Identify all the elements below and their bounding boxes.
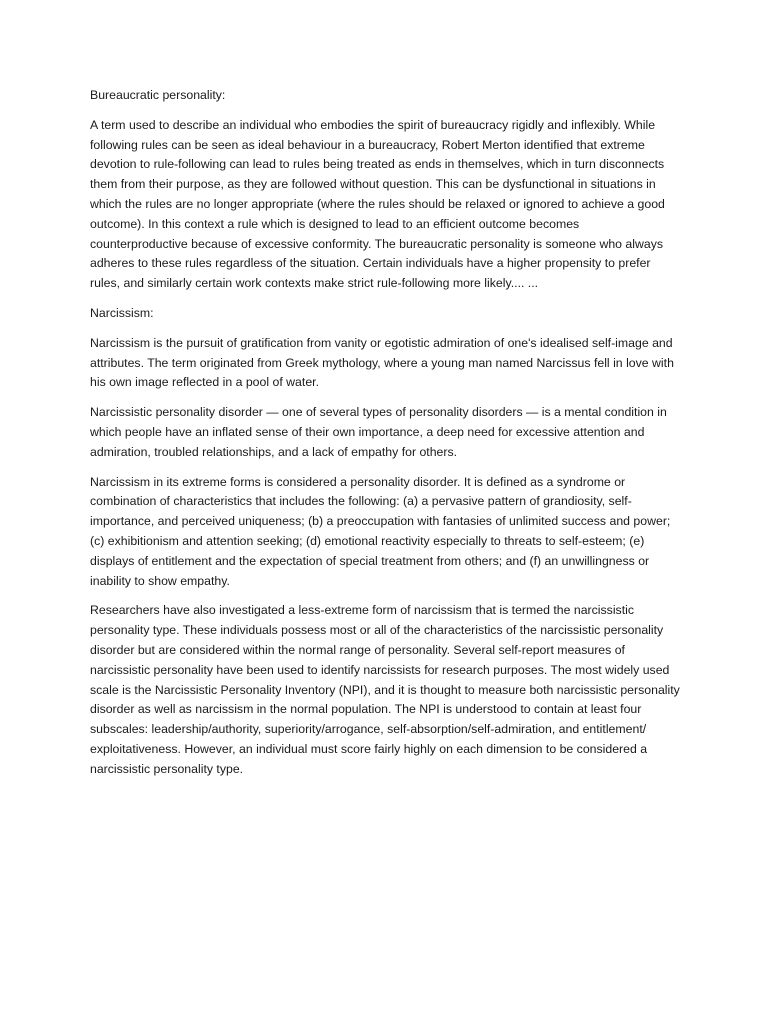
document-page <box>90 86 680 790</box>
paragraph: A term used to describe an individual who embodies the spirit of bureaucracy rigidly and inflexibly. While following rules can be seen as ideal behaviour in a bureaucracy, Robert Merton identified that extreme devotion to rule-following can lead to rules being treated as ends in themselves, which in turn disconnects them from their purpose, as they are followed without question. This can be dysfunctional in situations in which the rules are no longer appropriate (where the rules should be relaxed or ignored to achieve a good outcome). In this context a rule which is designed to lead to an efficient outcome becomes counterproductive because of excessive conformity. The bureaucratic personality is someone who always adheres to these rules regardless of the situation. Certain individuals have a higher propensity to prefer rules, and similarly certain work contexts make strict rule-following more likely.... ... <box>90 117 665 291</box>
section-heading: Narcissism: <box>90 305 154 320</box>
section-heading: Bureaucratic personality: <box>90 88 226 102</box>
section-bureaucratic-personality <box>90 86 680 294</box>
paragraph: Narcissistic personality disorder — one of several types of personality disorders — is a mental condition in which people have an inflated sense of their own importance, a deep need for excessive attention and admiration, troubled relationships, and a lack of empathy for others. <box>90 405 667 459</box>
paragraph: Narcissism in its extreme forms is considered a personality disorder. It is defined as a syndrome or combination of characteristics that includes the following: (a) a pervasive pattern of grandiosity, self-importance, and perceived uniqueness; (b) a preoccupation with fantasies of unlimited success and power; (c) exhibitionism and attention seeking; (d) emotional reactivity especially to threats to self-esteem; (e) displays of entitlement and the expectation of special treatment from others; and (f) an unwillingness or inability to show empathy. <box>90 474 671 588</box>
paragraph: Narcissism is the pursuit of gratification from vanity or egotistic admiration of one's idealised self-image and attributes. The term originated from Greek mythology, where a young man named Narcissus fell in love with his own image reflected in a pool of water. <box>90 335 674 390</box>
section-narcissism <box>90 304 680 780</box>
paragraph: Researchers have also investigated a less-extreme form of narcissism that is termed the narcissistic personality type. These individuals possess most or all of the characteristics of the narcissistic personality disorder but are considered within the normal range of personality. Several self-report measures of narcissistic personality have been used to identify narcissists for research purposes. The most widely used scale is the Narcissistic Personality Inventory (NPI), and it is thought to measure both narcissistic personality disorder as well as narcissism in the normal population. The NPI is understood to contain at least four subscales: leadership/authority, superiority/arrogance, self-absorption/self-admiration, and entitlement/ exploitativeness. However, an individual must score fairly highly on each dimension to be considered a narcissistic personality type. <box>90 603 680 776</box>
